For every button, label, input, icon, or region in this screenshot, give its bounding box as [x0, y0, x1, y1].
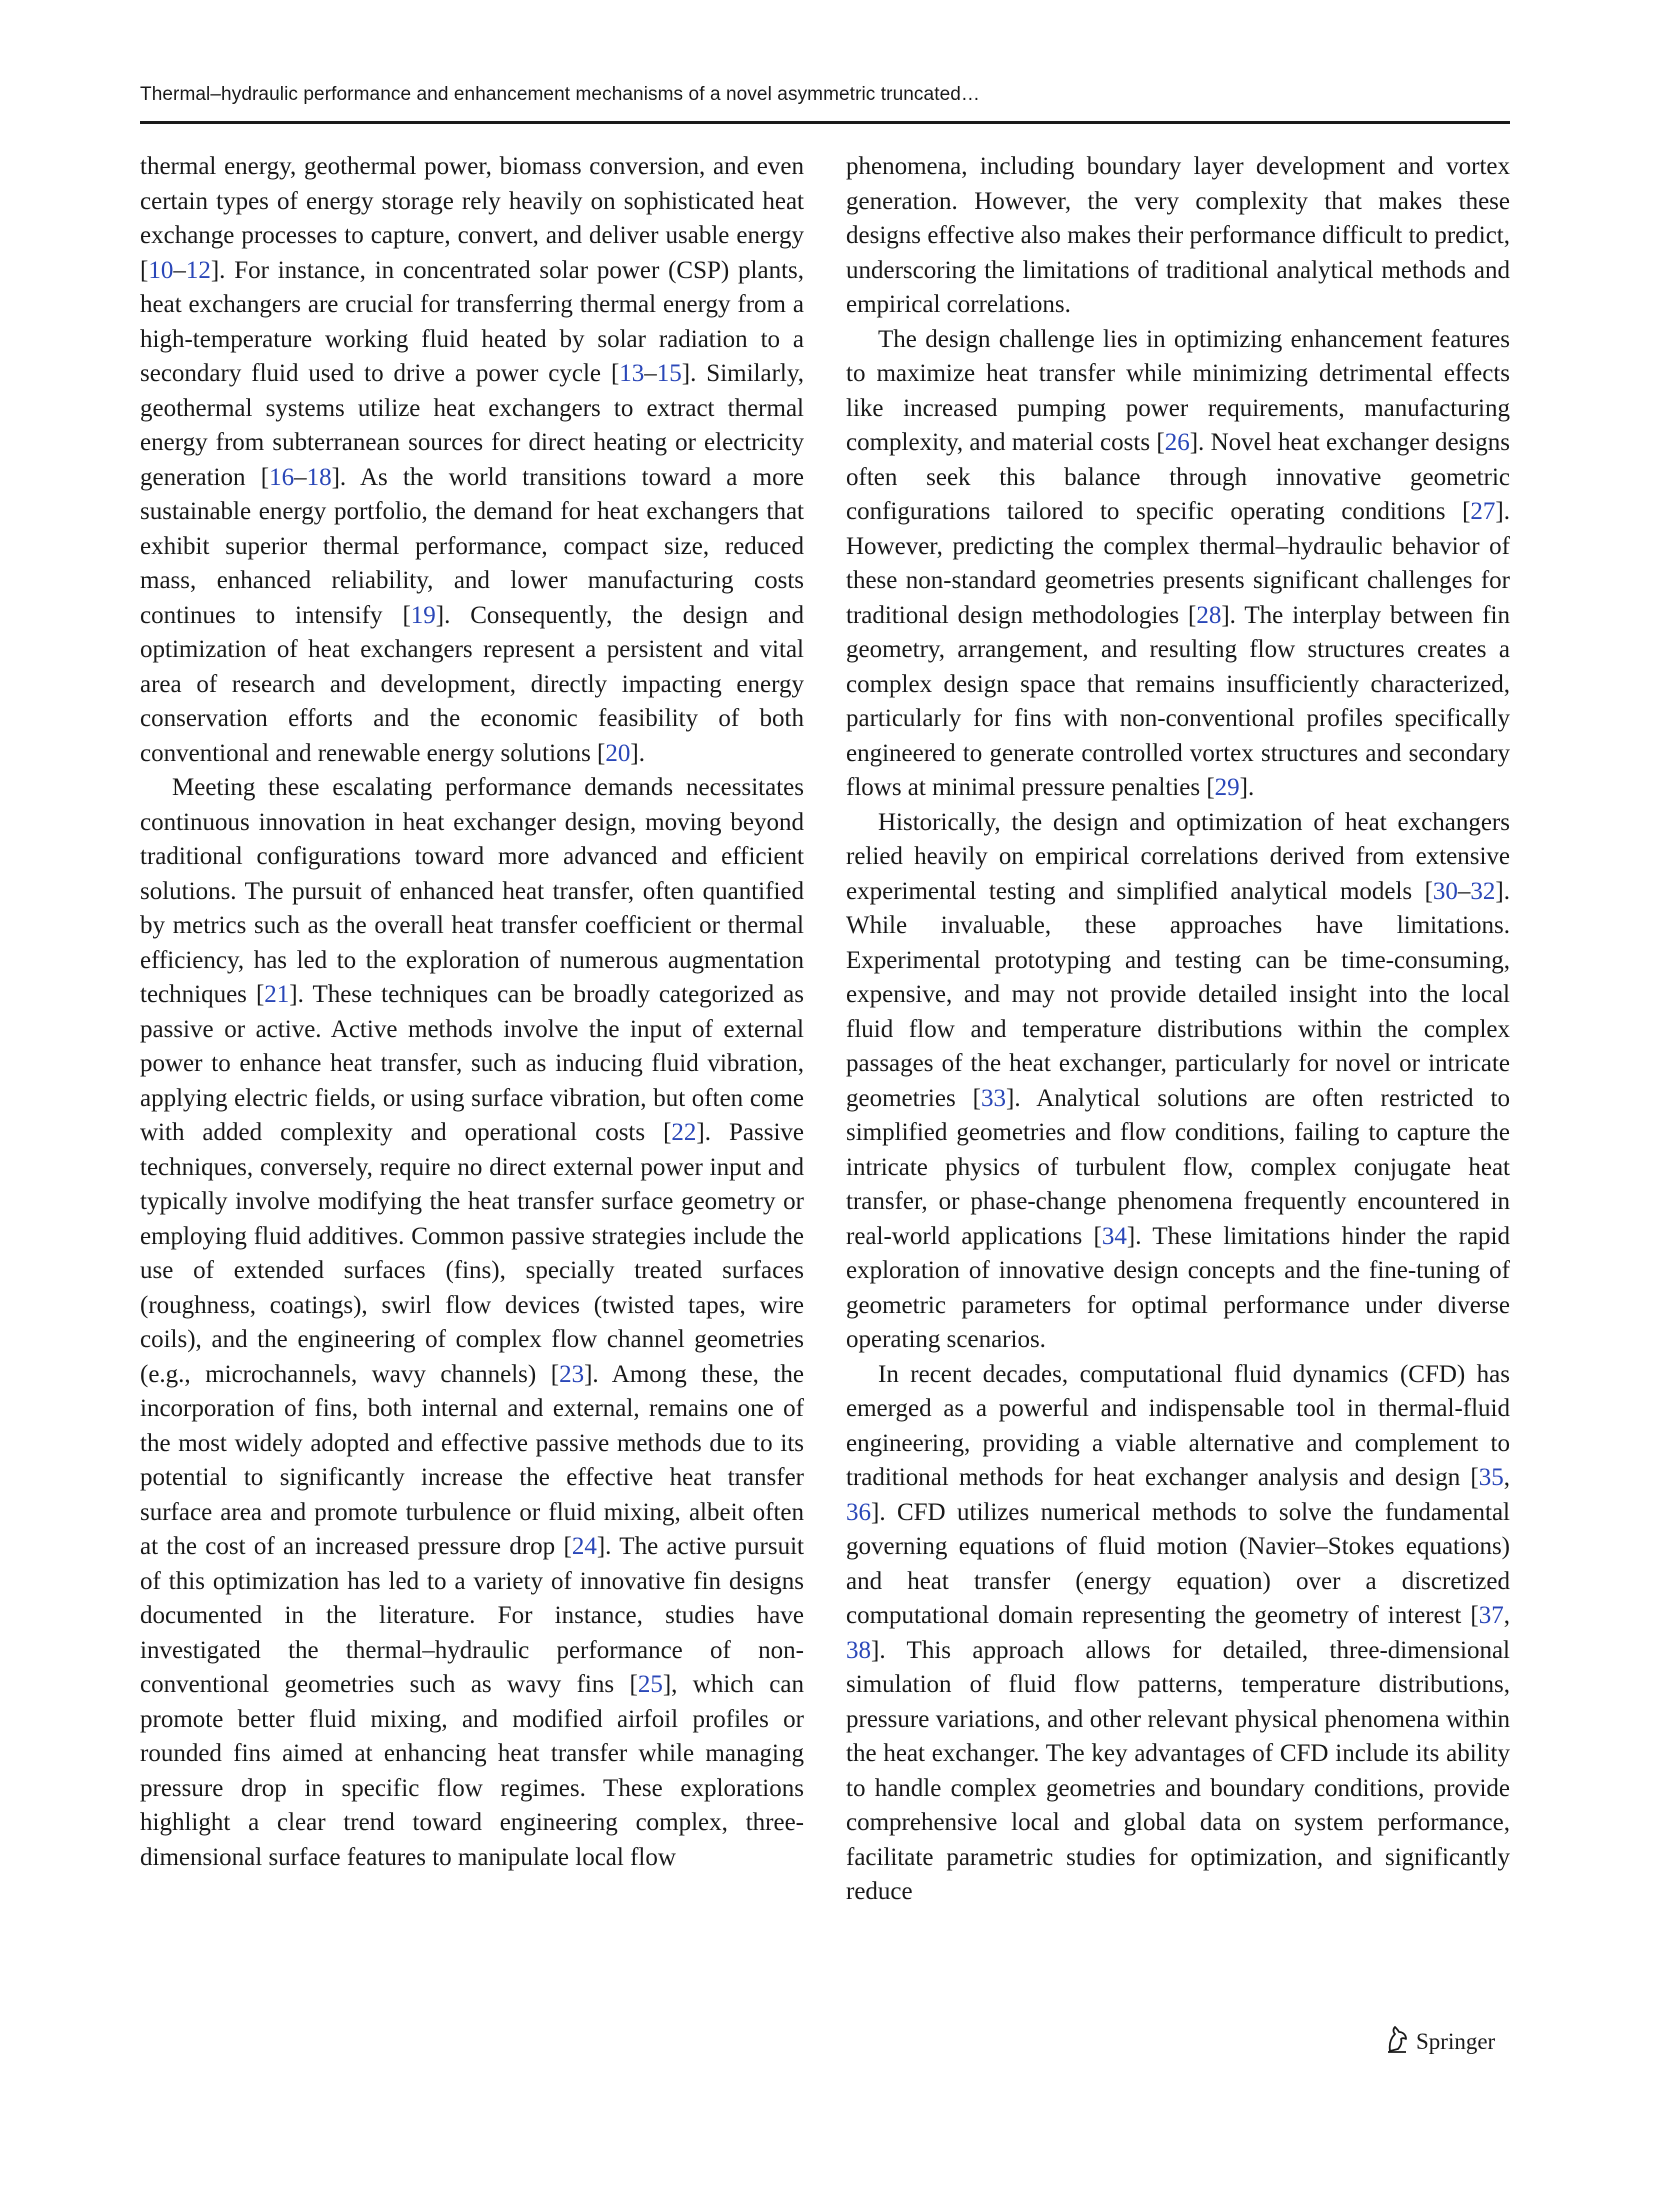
citation-link[interactable]: 21	[264, 981, 290, 1008]
citation-link[interactable]: 22	[671, 1119, 697, 1146]
citation-link[interactable]: 12	[185, 256, 211, 284]
citation-link[interactable]: 33	[981, 1084, 1007, 1112]
citation-link[interactable]: 34	[1101, 1222, 1127, 1250]
citation-link[interactable]: 26	[1164, 429, 1190, 456]
citation-link[interactable]: 35	[1478, 1464, 1504, 1491]
citation-link[interactable]: 27	[1470, 498, 1496, 525]
citation-link[interactable]: 36	[846, 1498, 871, 1526]
left-column	[140, 150, 804, 1875]
citation-link[interactable]: 32	[1470, 877, 1496, 905]
paragraph: thermal energy, geothermal power, biomass conversion, and even certain types of energy storage rely heavily on sophisticated heat exchange processes to capture, convert, and deliver usable energy [10–12]. For instance, in concentrated solar power (CSP) plants, heat exchangers are crucial for transferring thermal energy from a high-temperature working fluid heated by solar radiation to a secondary fluid used to drive a power cycle [13–15]. Similarly, geothermal systems utilize heat exchangers to extract thermal energy from subterranean sources for direct heating or electricity generation [16–18]. As the world transitions toward a more sustainable energy portfolio, the demand for heat exchangers that exhibit superior thermal performance, compact size, reduced mass, enhanced reliability, and lower manufacturing costs continues to intensify [19]. Consequently, the design and optimization of heat exchangers represent a persistent and vital area of research and development, directly impacting energy conservation efforts and the economic feasibility of both conventional and renewable energy solutions [20].	[140, 153, 804, 767]
citation-link[interactable]: 16	[269, 463, 295, 491]
citation-link[interactable]: 13	[619, 360, 645, 387]
paragraph: The design challenge lies in optimizing enhancement features to maximize heat transfer while minimizing detrimental effects like increased pumping power requirements, manufacturing complexity, and material costs [26]. Novel heat exchanger designs often seek this balance through innovative geometric configurations tailored to specific operating conditions [27]. However, predicting the complex thermal–hydraulic behavior of these non-standard geometries presents significant challenges for traditional design methodologies [28]. The interplay between fin geometry, arrangement, and resulting flow structures creates a complex design space that remains insufficiently characterized, particularly for fins with non-conventional profiles specifically engineered to generate controlled vortex structures and secondary flows at minimal pressure penalties [29].	[846, 325, 1510, 801]
citation-link[interactable]: 28	[1196, 601, 1222, 629]
paragraph: Meeting these escalating performance demands necessitates continuous innovation in heat exchanger design, moving beyond traditional configurations toward more advanced and efficient solutions. The pursuit of enhanced heat transfer, often quantified by metrics such as the overall heat transfer coefficient or thermal efficiency, has led to the exploration of numerous augmentation techniques [21]. These techniques can be broadly categorized as passive or active. Active methods involve the input of external power to enhance heat transfer, such as inducing fluid vibration, applying electric fields, or using surface vibration, but often come with added complexity and operational costs [22]. Passive techniques, conversely, require no direct external power input and typically involve modifying the heat transfer surface geometry or employing fluid additives. Common passive strategies include the use of extended surfaces (fins), specially treated surfaces (roughness, coatings), swirl flow devices (twisted tapes, wire coils), and the engineering of complex flow channel geometries (e.g., microchannels, wavy channels) [23]. Among these, the incorporation of fins, both internal and external, remains one of the most widely adopted and effective passive methods due to its potential to significantly increase the effective heat transfer surface area and promote turbulence or fluid mixing, albeit often at the cost of an increased pressure drop [24]. The active pursuit of this optimization has led to a variety of innovative fin designs documented in the literature. For instance, studies have investigated the thermal–hydraulic performance of non-conventional geometries such as wavy fins [25], which can promote better fluid mixing, and modified airfoil profiles or rounded fins aimed at enhancing heat transfer while managing pressure drop in specific flow regimes. These explorations highlight a clear trend toward engineering complex, three-dimensional surface features to manipulate local flow	[140, 774, 804, 1871]
citation-link[interactable]: 29	[1214, 774, 1240, 801]
header-rule	[140, 121, 1510, 124]
paragraph: phenomena, including boundary layer development and vortex generation. However, the very complexity that makes these designs effective also makes their performance difficult to predict, underscoring the limitations of traditional analytical methods and empirical correlations.	[846, 153, 1510, 318]
citation-link[interactable]: 30	[1432, 877, 1458, 905]
publisher-logo	[1384, 2024, 1495, 2060]
running-title: Thermal–hydraulic performance and enhancement mechanisms of a novel asymmetric truncated…	[140, 84, 981, 105]
citation-link[interactable]: 23	[559, 1360, 585, 1388]
paragraph: In recent decades, computational fluid dynamics (CFD) has emerged as a powerful and indispensable tool in thermal-fluid engineering, providing a viable alternative and complement to traditional methods for heat exchanger analysis and design [35, 36]. CFD utilizes numerical methods to solve the fundamental governing equations of fluid motion (Navier–Stokes equations) and heat transfer (energy equation) over a discretized computational domain representing the geometry of interest [37, 38]. This approach allows for detailed, three-dimensional simulation of fluid flow patterns, temperature distributions, pressure variations, and other relevant physical phenomena within the heat exchanger. The key advantages of CFD include its ability to handle complex geometries and boundary conditions, provide comprehensive local and global data on system performance, facilitate parametric studies for optimization, and significantly reduce	[846, 1360, 1510, 1905]
springer-horse-icon	[1384, 2024, 1410, 2060]
citation-link[interactable]: 24	[571, 1533, 597, 1560]
citation-link[interactable]: 38	[846, 1636, 871, 1664]
citation-link[interactable]: 19	[410, 601, 436, 629]
citation-link[interactable]: 20	[605, 739, 631, 767]
citation-link[interactable]: 37	[1478, 1602, 1504, 1629]
paragraph: Historically, the design and optimization of heat exchangers relied heavily on empirical correlations derived from extensive experimental testing and simplified analytical models [30–32]. While invaluable, these approaches have limitations. Experimental prototyping and testing can be time-consuming, expensive, and may not provide detailed insight into the local fluid flow and temperature distributions within the complex passages of the heat exchanger, particularly for novel or intricate geometries [33]. Analytical solutions are often restricted to simplified geometries and flow conditions, failing to capture the intricate physics of turbulent flow, complex conjugate heat transfer, or phase-change phenomena frequently encountered in real-world applications [34]. These limitations hinder the rapid exploration of innovative design concepts and the fine-tuning of geometric parameters for optimal performance under diverse operating scenarios.	[846, 808, 1510, 1353]
citation-link[interactable]: 18	[306, 463, 332, 491]
publisher-name: Springer	[1416, 2029, 1496, 2054]
citation-link[interactable]: 15	[656, 360, 682, 387]
citation-link[interactable]: 10	[148, 256, 174, 284]
citation-link[interactable]: 25	[637, 1671, 663, 1698]
right-column	[846, 150, 1510, 1910]
